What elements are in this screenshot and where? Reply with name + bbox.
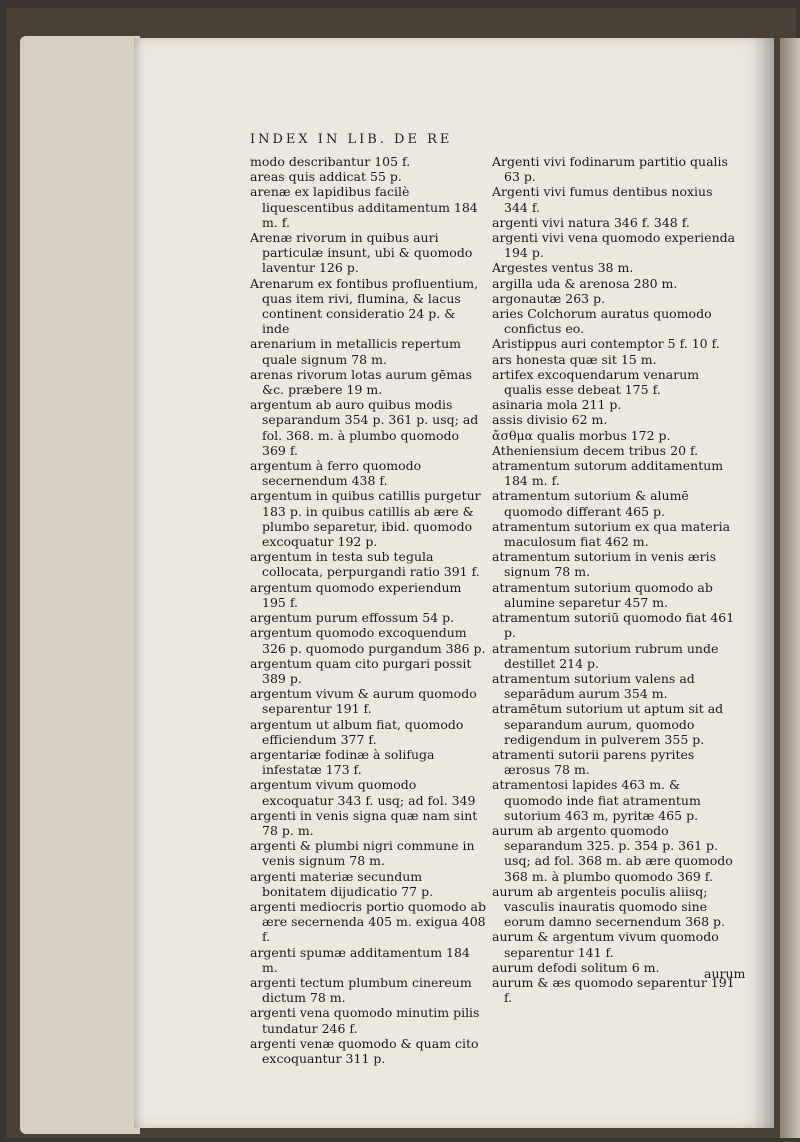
index-entry: argenti mediocris portio quomodo ab ære secernenda 405 m. exigua 408 f. xyxy=(250,898,486,945)
index-entry: atramentum sutorum additamentum 184 m. f. xyxy=(492,458,724,489)
index-entry: atramentum sutorium & alumē quomodo differant 465 p. xyxy=(492,488,689,519)
index-entry: Arenæ rivorum in quibus auri particulæ insunt, ubi & quomodo laventur 126 p. xyxy=(250,230,473,276)
index-entry: arenarium in metallicis repertum quale signum 78 m. xyxy=(250,336,461,367)
index-entry: argilla uda & arenosa 280 m. xyxy=(492,275,678,291)
index-entry: argentum quomodo experiendum 195 f. xyxy=(250,579,462,610)
index-entry: Atheniensium decem tribus 20 f. xyxy=(492,442,699,458)
running-head: INDEX IN LIB. DE RE xyxy=(250,132,453,147)
index-entry: argentum vivum quomodo excoquatur 343 f. usq; ad fol. 349 xyxy=(250,777,476,808)
index-entry: argenti in venis signa quæ nam sint 78 p. m. xyxy=(250,807,478,838)
index-entry: argenti tectum plumbum cinereum dictum 78 m. xyxy=(250,974,472,1006)
index-entry: artifex excoquendarum venarum qualis esse debeat 175 f. xyxy=(492,366,700,398)
index-entry: argentum in quibus catillis purgetur 183 p. in quibus catillis ab ære & plumbo separetur, ibid. quomodo excoquatur 192 p. xyxy=(250,488,481,550)
index-entry: argentum purum effossum 54 p. xyxy=(250,610,455,626)
page-edges xyxy=(20,36,140,1134)
index-entry: atramenti sutorii parens pyrites ærosus 78 m. xyxy=(492,746,695,778)
index-entry: argentum ab auro quibus modis separandum 354 p. 361 p. usq; ad fol. 368. m. à plumbo quomodo 369 f. xyxy=(250,397,479,458)
index-column-left xyxy=(250,154,486,1066)
index-entry: arenas rivorum lotas aurum gēmas &c. præbere 19 m. xyxy=(250,366,472,398)
index-entry: argonautæ 263 p. xyxy=(492,290,606,306)
index-entry: atramentum sutoriū quomodo fiat 461 p. xyxy=(492,610,735,641)
index-entry: areas quis addicat 55 p. xyxy=(250,169,402,185)
index-entry: argenti spumæ additamentum 184 m. xyxy=(250,944,470,975)
index-entry: aurum ab argenteis poculis aliisq; vasculis inauratis quomodo sine eorum damno secernendum 368 p. xyxy=(492,883,726,930)
index-entry: asinaria mola 211 p. xyxy=(492,397,622,413)
index-entry: atramentum sutorium ex qua materia maculosum fiat 462 m. xyxy=(492,518,731,550)
index-entry: arenæ ex lapidibus facilè liquescentibus additamentum 184 m. f. xyxy=(250,184,478,230)
index-entry: argentum quam cito purgari possit 389 p. xyxy=(250,655,472,686)
index-entry: atramentum sutorium quomodo ab alumine separetur 457 m. xyxy=(492,579,713,610)
index-entry: ἄσθμα qualis morbus 172 p. xyxy=(492,427,671,443)
index-entry: atramentum sutorium valens ad separādum aurum 354 m. xyxy=(492,670,695,702)
index-entry: atramentum sutorium rubrum unde destillet 214 p. xyxy=(492,640,719,671)
index-entry: aries Colchorum auratus quomodo confictus eo. xyxy=(492,306,712,337)
index-entry: argentum ut album fiat, quomodo efficiendum 377 f. xyxy=(250,716,464,747)
index-entry: argenti vena quomodo minutim pilis tundatur 246 f. xyxy=(250,1005,480,1036)
index-column-right xyxy=(492,154,736,1005)
catchword: aurum xyxy=(704,966,746,981)
index-entry: argenti & plumbi nigri commune in venis signum 78 m. xyxy=(250,838,475,869)
index-entry: aurum ab argento quomodo separandum 325. p. 354 p. 361 p. usq; ad fol. 368 m. ab ære quomodo 368 m. à plumbo quomodo 369 f. xyxy=(492,822,733,884)
index-entry: Aristippus auri contemptor 5 f. 10 f. xyxy=(492,336,720,352)
index-entry: argentum quomodo excoquendum 326 p. quomodo purgandum 386 p. xyxy=(250,625,486,656)
index-entry: argenti vivi vena quomodo experienda 194 p. xyxy=(492,230,736,261)
index-entry: argenti materiæ secundum bonitatem dijudicatio 77 p. xyxy=(250,868,434,899)
index-entry: argentum in testa sub tegula collocata, perpurgandi ratio 391 f. xyxy=(250,549,480,580)
facing-page-edge xyxy=(780,38,800,1138)
index-entry: atramentum sutorium in venis æris signum 78 m. xyxy=(492,549,717,580)
index-entry: aurum & æs quomodo separentur 191 f. xyxy=(492,974,735,1006)
index-entry: argentariæ fodinæ à solifuga infestatæ 173 f. xyxy=(250,746,435,778)
index-entry: Arenarum ex fontibus profluentium, quas item rivi, flumina, & lacus continent consideratio 24 p. & inde xyxy=(250,275,479,337)
index-entry: aurum defodi solitum 6 m. xyxy=(492,959,660,975)
index-entry: Argenti vivi fumus dentibus noxius 344 f. xyxy=(492,184,713,215)
index-entry: assis divisio 62 m. xyxy=(492,412,608,428)
index-entry: Argestes ventus 38 m. xyxy=(492,260,634,276)
index-entry: argenti vivi natura 346 f. 348 f. xyxy=(492,214,690,230)
index-entry: argenti venæ quomodo & quam cito excoquantur 311 p. xyxy=(250,1035,479,1066)
index-entry: modo describantur 105 f. xyxy=(250,154,411,169)
index-entry: argentum à ferro quomodo secernendum 438 f. xyxy=(250,458,422,489)
index-entry: atramentosi lapides 463 m. & quomodo inde fiat atramentum sutorium 463 m, pyritæ 465 p. xyxy=(492,777,701,823)
index-entry: argentum vivum & aurum quomodo separentur 191 f. xyxy=(250,686,477,717)
index-entry: ars honesta quæ sit 15 m. xyxy=(492,351,657,367)
index-entry: Argenti vivi fodinarum partitio qualis 63 p. xyxy=(492,154,728,185)
index-entry: aurum & argentum vivum quomodo separentur 141 f. xyxy=(492,929,719,960)
index-entry: atramētum sutorium ut aptum sit ad separandum aurum, quomodo redigendum in pulverem 355 p. xyxy=(492,701,724,747)
